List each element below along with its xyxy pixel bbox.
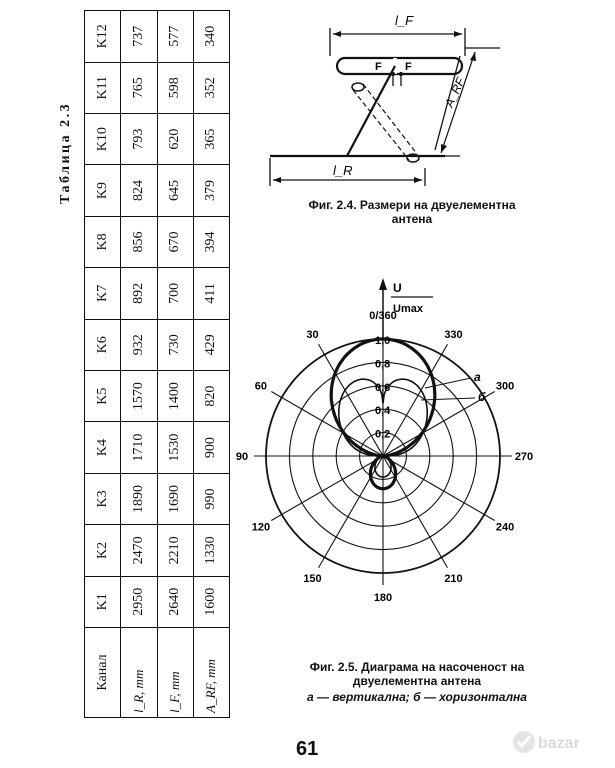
table-cell: 737 — [121, 11, 157, 63]
table-cell: 379 — [193, 165, 229, 216]
table-cell: 1690 — [157, 473, 193, 524]
lf-label: l_F — [395, 13, 414, 28]
boom — [347, 66, 395, 156]
angle-label: 150 — [303, 573, 322, 586]
feed-label-right: F — [405, 61, 412, 73]
table-cell: 1710 — [121, 422, 157, 473]
angle-label: 0/360 — [369, 310, 397, 322]
table-cell: 1400 — [157, 370, 193, 421]
table-cell: 429 — [193, 319, 229, 370]
svg-text:bazar: bazar — [538, 735, 580, 752]
folded-dipole — [337, 58, 462, 74]
table-row — [157, 11, 193, 718]
table-cell: 1330 — [193, 525, 229, 576]
polar-spoke — [271, 392, 383, 457]
table-cell: 824 — [121, 165, 157, 216]
radial-tick-label: 0,8 — [375, 358, 391, 371]
table-cell: 1890 — [121, 473, 157, 524]
channel-header: K5 — [85, 370, 121, 421]
table-cell: 577 — [157, 11, 193, 63]
channel-header: K12 — [85, 11, 121, 63]
table-cell: 820 — [193, 370, 229, 421]
radial-tick-label: 0,6 — [375, 381, 391, 394]
table-cell: 900 — [193, 422, 229, 473]
polar-diagram — [235, 270, 535, 630]
polar-spoke — [319, 456, 384, 568]
table-header-row — [85, 11, 121, 718]
table-cell: 394 — [193, 216, 229, 267]
radial-tick-label: 1,0 — [375, 335, 391, 347]
row-label: A_RF, mm — [193, 628, 229, 718]
channel-header: K4 — [85, 422, 121, 473]
table-cell: 1570 — [121, 370, 157, 421]
header-cell: Канал — [85, 628, 121, 718]
row-label: l_R, mm — [121, 628, 157, 718]
angle-label: 210 — [444, 573, 463, 586]
table-cell: 765 — [121, 62, 157, 113]
angle-label: 300 — [495, 380, 515, 393]
angle-label: 180 — [373, 592, 393, 604]
channel-header: K3 — [85, 473, 121, 524]
table-cell: 411 — [193, 268, 229, 319]
table-cell: 1530 — [157, 422, 193, 473]
table-cell: 892 — [121, 268, 157, 319]
table-cell: 2950 — [121, 576, 157, 627]
arf-label: A_RF — [442, 75, 468, 110]
table-cell: 2640 — [157, 576, 193, 627]
table-cell: 2210 — [157, 525, 193, 576]
data-table — [84, 10, 230, 718]
table-cell: 365 — [193, 113, 229, 164]
lr-label: l_R — [333, 163, 353, 178]
angle-label: 30 — [306, 328, 319, 341]
channel-header: K6 — [85, 319, 121, 370]
table-cell: 620 — [157, 113, 193, 164]
table-cell: 2470 — [121, 525, 157, 576]
table-cell: 670 — [157, 216, 193, 267]
radial-tick-label: 0,2 — [375, 428, 391, 441]
channel-header: K1 — [85, 576, 121, 627]
table-cell: 700 — [157, 268, 193, 319]
table-cell: 598 — [157, 62, 193, 113]
page-number: 61 — [296, 738, 319, 760]
table-cell: 932 — [121, 319, 157, 370]
feed-label-left: F — [375, 61, 382, 73]
polar-spoke — [271, 456, 383, 521]
row-label: l_F, mm — [157, 628, 193, 718]
channel-header: K10 — [85, 113, 121, 164]
channel-header: K7 — [85, 268, 121, 319]
polar-spoke — [383, 456, 495, 521]
table-cell: 645 — [157, 165, 193, 216]
channel-header: K2 — [85, 525, 121, 576]
table-cell: 340 — [193, 11, 229, 63]
table-cell: 856 — [121, 216, 157, 267]
table-cell: 352 — [193, 62, 229, 113]
channel-header: K9 — [85, 165, 121, 216]
table-cell: 793 — [121, 113, 157, 164]
angle-label: 90 — [235, 451, 249, 463]
figure-2-5-legend: а — вертикална; б — хоризонтална — [307, 690, 527, 704]
table-cell: 1600 — [193, 576, 229, 627]
curve-b-label: б — [478, 390, 486, 404]
radial-tick-label: 0,4 — [375, 405, 391, 418]
angle-label: 270 — [514, 451, 534, 463]
angle-label: 60 — [254, 380, 268, 393]
figure-2-5-caption: Фиг. 2.5. Диаграма на насоченост на двуелементна антена — [309, 660, 525, 688]
polar-spoke — [383, 456, 448, 568]
figure-2-4-caption: Фиг. 2.4. Размери на двуелементна антена — [308, 198, 516, 226]
antenna-dimensions-figure — [255, 8, 475, 198]
watermark-logo — [512, 720, 612, 760]
channel-header: K8 — [85, 216, 121, 267]
axis-label-numerator: U — [393, 281, 402, 295]
axis-label-denominator: Umax — [393, 303, 423, 315]
angle-label: 240 — [495, 521, 515, 534]
channel-header: K11 — [85, 62, 121, 113]
table-row — [193, 11, 229, 718]
table-row — [121, 11, 157, 718]
table-cell: 730 — [157, 319, 193, 370]
table-caption: Таблица 2.3 — [58, 101, 73, 204]
angle-label: 330 — [444, 328, 463, 341]
curve-a-label: а — [474, 370, 481, 384]
table-cell: 990 — [193, 473, 229, 524]
angle-label: 120 — [251, 521, 271, 534]
